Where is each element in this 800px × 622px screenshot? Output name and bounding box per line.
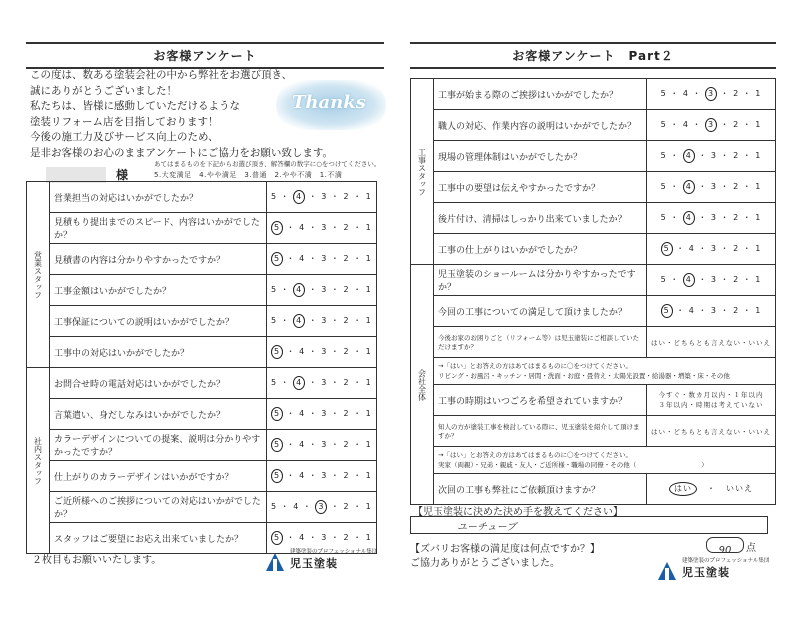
- separator: ・: [305, 533, 322, 542]
- separator: ・: [739, 213, 756, 222]
- separator: ・: [327, 533, 344, 542]
- rating-option-2[interactable]: 2: [343, 378, 350, 387]
- rating-option-4[interactable]: 4: [293, 502, 300, 511]
- rating-option-3[interactable]: 3: [321, 347, 328, 356]
- separator: ・: [327, 285, 344, 294]
- question-row: [411, 265, 776, 296]
- separator: ・: [283, 440, 300, 449]
- rating-option-3[interactable]: 3: [321, 223, 328, 232]
- rating-option-5[interactable]: 5: [660, 120, 667, 129]
- separator: ・: [305, 254, 322, 263]
- rating-option-5[interactable]: 5: [271, 378, 278, 387]
- options-note: [434, 358, 776, 385]
- separator: ・: [283, 254, 300, 263]
- separator: ・: [739, 89, 756, 98]
- logo-tagline: 建築塗装のプロフェッショナル集団: [290, 549, 378, 555]
- question-row: [411, 447, 776, 474]
- question-text: ご近所様へのご挨拶についての対応はいかがでしたか？: [50, 492, 267, 523]
- rating-option-5[interactable]: 5: [660, 151, 667, 160]
- rating-scale[interactable]: [267, 182, 377, 213]
- answer-options[interactable]: [647, 474, 776, 505]
- logo-mark-icon: [658, 562, 676, 580]
- rating-option-4[interactable]: 4: [299, 440, 306, 449]
- rating-option-4[interactable]: 4: [293, 314, 305, 328]
- rating-option-2[interactable]: 2: [343, 285, 350, 294]
- rating-option-5[interactable]: 5: [660, 89, 667, 98]
- rating-option-2[interactable]: 2: [733, 306, 740, 315]
- question-text: 見積書の内容は分かりやすかったですか？: [50, 244, 267, 275]
- rating-scale[interactable]: [267, 306, 377, 337]
- question-row: [411, 385, 776, 416]
- question-row: [411, 358, 776, 385]
- question-row: [27, 213, 377, 244]
- separator: ・: [717, 244, 734, 253]
- question-text: 工事中の対応はいかがでしたか？: [50, 337, 267, 368]
- question-row: [411, 416, 776, 447]
- separator: ・: [327, 347, 344, 356]
- separator: ・: [277, 285, 294, 294]
- logo-mark-icon: [266, 553, 284, 571]
- rating-option-5[interactable]: 5: [660, 182, 667, 191]
- question-text: 営業担当の対応はいかがでしたか？: [50, 182, 267, 213]
- question-row: [411, 79, 776, 110]
- separator: ・: [707, 484, 716, 493]
- separator: ・: [327, 440, 344, 449]
- answer-options[interactable]: はい・どちらとも言えない・いいえ: [647, 416, 776, 447]
- question-text: 仕上がりのカラーデザインはいかがですか？: [50, 461, 267, 492]
- separator: ・: [327, 378, 344, 387]
- rating-option-5[interactable]: 5: [660, 275, 667, 284]
- separator: ・: [277, 192, 294, 201]
- answer-options[interactable]: はい・どちらとも言えない・いいえ: [647, 327, 776, 358]
- separator: ・: [327, 471, 344, 480]
- separator: ・: [327, 192, 344, 201]
- separator: ・: [305, 316, 322, 325]
- rating-option-5[interactable]: 5: [271, 469, 283, 483]
- rating-scale[interactable]: [647, 110, 776, 141]
- rating-option-4[interactable]: 4: [682, 120, 689, 129]
- survey-page-1: [26, 42, 384, 570]
- question-text: 現場の管理体制はいかがでしたか？: [434, 141, 647, 172]
- separator: ・: [666, 89, 683, 98]
- separator: ・: [717, 151, 734, 160]
- rating-option-1[interactable]: 1: [365, 347, 372, 356]
- separator: ・: [327, 254, 344, 263]
- rating-option-4[interactable]: 4: [683, 180, 695, 194]
- survey-table-2: [410, 78, 776, 505]
- company-logo: [658, 556, 769, 580]
- separator: ・: [305, 471, 322, 480]
- rating-option-1[interactable]: 1: [365, 223, 372, 232]
- separator: ・: [327, 502, 344, 511]
- question-text: 工事金額はいかがでしたか？: [50, 275, 267, 306]
- rating-option-3[interactable]: 3: [321, 440, 328, 449]
- rating-scale[interactable]: [267, 430, 377, 461]
- deciding-box: [410, 507, 768, 534]
- deciding-answer: ユーチューブ: [457, 522, 517, 533]
- separator: ・: [283, 347, 300, 356]
- rating-scale[interactable]: [267, 492, 377, 523]
- rating-option-2[interactable]: 2: [343, 533, 350, 542]
- options-note: [434, 447, 776, 474]
- separator: ・: [739, 306, 756, 315]
- rating-option-3[interactable]: 3: [705, 87, 717, 101]
- rating-option-1[interactable]: 1: [755, 275, 762, 284]
- rating-option-4[interactable]: 4: [688, 306, 695, 315]
- question-row: [411, 327, 776, 358]
- rating-option-4[interactable]: 4: [682, 89, 689, 98]
- rating-scale[interactable]: [267, 399, 377, 430]
- separator: ・: [283, 533, 300, 542]
- survey-page-2: [410, 42, 776, 579]
- separator: ・: [305, 347, 322, 356]
- rating-option-2[interactable]: 2: [733, 151, 740, 160]
- rating-option-2[interactable]: 2: [343, 192, 350, 201]
- separator: ・: [349, 533, 366, 542]
- rating-scale[interactable]: [647, 79, 776, 110]
- rating-scale[interactable]: [647, 172, 776, 203]
- rating-option-4[interactable]: 4: [299, 223, 306, 232]
- separator: ・: [349, 409, 366, 418]
- refer-note: →「はい」とお答えの方はあてはまるものに〇をつけてください。: [438, 451, 632, 459]
- separator: ・: [694, 151, 711, 160]
- refer-list[interactable]: 実家（両親）・兄弟・親戚・友人・ご近所様・職場の同僚・その他（ ）: [438, 461, 708, 469]
- rating-option-1[interactable]: 1: [365, 378, 372, 387]
- separator: ・: [694, 213, 711, 222]
- separator: ・: [349, 316, 366, 325]
- question-text: 次回の工事も弊社にご依頼頂けますか？: [434, 474, 647, 505]
- rating-scale[interactable]: [647, 203, 776, 234]
- rating-scale[interactable]: [647, 265, 776, 296]
- question-row: [411, 141, 776, 172]
- rating-option-2[interactable]: 2: [733, 182, 740, 191]
- separator: ・: [717, 182, 734, 191]
- separator: ・: [349, 440, 366, 449]
- rating-option-4[interactable]: 4: [299, 347, 306, 356]
- rating-scale[interactable]: [647, 296, 776, 327]
- question-row: [27, 461, 377, 492]
- question-text: カラーデザインについての提案、説明は分かりやすかったですか？: [50, 430, 267, 461]
- separator: ・: [305, 223, 322, 232]
- separator: ・: [277, 316, 294, 325]
- rating-option-1[interactable]: 1: [365, 471, 372, 480]
- separator: ・: [349, 502, 366, 511]
- separator: ・: [694, 306, 711, 315]
- rating-option-5[interactable]: 5: [271, 438, 283, 452]
- separator: ・: [739, 275, 756, 284]
- rating-option-1[interactable]: 1: [755, 151, 762, 160]
- question-text: 知人の方が塗装工事を検討している際に、児玉塗装を紹介して頂けますか？: [434, 416, 647, 447]
- rating-option-1[interactable]: 1: [365, 533, 372, 542]
- thanks-text: Thanks: [292, 92, 366, 113]
- separator: ・: [305, 440, 322, 449]
- question-row: [27, 399, 377, 430]
- rating-option-5[interactable]: 5: [661, 304, 673, 318]
- group-label: 社内スタッフ: [27, 368, 50, 554]
- rating-option-4[interactable]: 4: [293, 376, 305, 390]
- separator: ・: [694, 244, 711, 253]
- question-text: 児玉塗装のショールームは分かりやすかったですか？: [434, 265, 647, 296]
- rating-scale[interactable]: [267, 244, 377, 275]
- score-unit: 点: [746, 543, 756, 554]
- question-text: 工事が始まる際のご挨拶はいかがでしたか？: [434, 79, 647, 110]
- survey-table-1: [26, 181, 377, 554]
- separator: ・: [666, 120, 683, 129]
- separator: ・: [305, 192, 322, 201]
- separator: ・: [349, 223, 366, 232]
- group-label: 営業スタッフ: [27, 182, 50, 368]
- separator: ・: [283, 409, 300, 418]
- rating-option-2[interactable]: 2: [343, 502, 350, 511]
- separator: ・: [349, 378, 366, 387]
- rating-option-3[interactable]: 3: [321, 316, 328, 325]
- rating-option-4[interactable]: 4: [683, 273, 695, 287]
- rating-option-5[interactable]: 5: [661, 242, 673, 256]
- rating-option-2[interactable]: 2: [343, 316, 350, 325]
- question-row: [411, 203, 776, 234]
- rating-option-1[interactable]: 1: [755, 213, 762, 222]
- question-text: 工事保証についての説明はいかがでしたか？: [50, 306, 267, 337]
- question-text: 工事の仕上がりはいかがでしたか？: [434, 234, 647, 265]
- rating-option-2[interactable]: 2: [733, 244, 740, 253]
- rating-option-2[interactable]: 2: [343, 409, 350, 418]
- separator: ・: [694, 275, 711, 284]
- rating-option-3[interactable]: 3: [710, 182, 717, 191]
- separator: ・: [299, 502, 316, 511]
- timing-opts-1[interactable]: 今すぐ・数カ月以内・１年以内: [658, 391, 764, 399]
- rating-option-3[interactable]: 3: [321, 192, 328, 201]
- rating-scale[interactable]: [267, 213, 377, 244]
- rating-scale[interactable]: [267, 337, 377, 368]
- question-row: [27, 244, 377, 275]
- rating-option-1[interactable]: 1: [755, 244, 762, 253]
- separator: ・: [717, 89, 734, 98]
- rating-option-3[interactable]: 3: [321, 254, 328, 263]
- question-row: [411, 296, 776, 327]
- question-row: [27, 337, 377, 368]
- rating-option-2[interactable]: 2: [343, 471, 350, 480]
- rating-option-1[interactable]: 1: [755, 120, 762, 129]
- rating-option-3[interactable]: 3: [710, 275, 717, 284]
- rating-scale[interactable]: [267, 275, 377, 306]
- question-row: [27, 275, 377, 306]
- rating-option-5[interactable]: 5: [271, 531, 283, 545]
- question-text: 後片付け、清掃はしっかり出来ていましたか？: [434, 203, 647, 234]
- separator: ・: [283, 471, 300, 480]
- timing-opts-2[interactable]: ３年以内・時期は考えていない: [658, 401, 764, 409]
- rating-option-2[interactable]: 2: [733, 213, 740, 222]
- rating-option-3[interactable]: 3: [321, 533, 328, 542]
- question-row: [411, 110, 776, 141]
- rating-option-1[interactable]: 1: [365, 192, 372, 201]
- group-label: 工事スタッフ: [411, 79, 434, 265]
- rating-option-4[interactable]: 4: [299, 409, 306, 418]
- rating-scale[interactable]: [647, 141, 776, 172]
- separator: ・: [327, 223, 344, 232]
- question-row: [411, 234, 776, 265]
- separator: ・: [739, 182, 756, 191]
- separator: ・: [349, 254, 366, 263]
- rating-option-4[interactable]: 4: [293, 283, 305, 297]
- rating-option-1[interactable]: 1: [365, 409, 372, 418]
- rating-option-1[interactable]: 1: [365, 502, 372, 511]
- yes-option[interactable]: はい: [669, 482, 697, 496]
- separator: ・: [739, 120, 756, 129]
- rating-option-4[interactable]: 4: [299, 471, 306, 480]
- rating-option-1[interactable]: 1: [755, 89, 762, 98]
- separator: ・: [277, 378, 294, 387]
- separator: ・: [717, 275, 734, 284]
- honorific: 様: [116, 168, 129, 182]
- question-row: [411, 172, 776, 203]
- question-text: 工事の時期はいつごろを希望されていますか？: [434, 385, 647, 416]
- question-text: 言葉遣い、身だしなみはいかがでしたか？: [50, 399, 267, 430]
- score-label: 【ズバリお客様の満足度は何点ですか？】: [410, 544, 600, 555]
- rating-option-2[interactable]: 2: [733, 120, 740, 129]
- rating-option-2[interactable]: 2: [343, 254, 350, 263]
- rating-option-5[interactable]: 5: [271, 502, 278, 511]
- rating-option-4[interactable]: 4: [683, 149, 695, 163]
- question-row: [27, 306, 377, 337]
- question-text: お問合せ時の電話対応はいかがでしたか？: [50, 368, 267, 399]
- rating-option-3[interactable]: 3: [321, 409, 328, 418]
- rating-option-1[interactable]: 1: [365, 316, 372, 325]
- rating-option-4[interactable]: 4: [688, 244, 695, 253]
- logo-brand: 児玉塗装: [682, 566, 730, 579]
- rating-legend: [154, 159, 380, 181]
- separator: ・: [349, 285, 366, 294]
- separator: ・: [694, 182, 711, 191]
- separator: ・: [739, 244, 756, 253]
- rating-option-3[interactable]: 3: [321, 285, 328, 294]
- rating-option-3[interactable]: 3: [710, 151, 717, 160]
- separator: ・: [283, 223, 300, 232]
- footer-note: ２枚目もお願いいたします。: [32, 555, 162, 566]
- rating-option-4[interactable]: 4: [299, 533, 306, 542]
- rating-option-2[interactable]: 2: [343, 440, 350, 449]
- separator: ・: [305, 378, 322, 387]
- separator: ・: [666, 213, 683, 222]
- rating-option-1[interactable]: 1: [755, 306, 762, 315]
- separator: ・: [672, 306, 689, 315]
- rating-option-1[interactable]: 1: [365, 285, 372, 294]
- consult-list[interactable]: リビング・お風呂・キッチン・居間・洗面・お庭・畳替え・太陽光設置・給湯器・増築・床・その他: [438, 372, 730, 380]
- question-text: 工事中の要望は伝えやすかったですか？: [434, 172, 647, 203]
- question-text: 職人の対応、作業内容の説明はいかがでしたか？: [434, 110, 647, 141]
- logo-brand: 児玉塗装: [290, 557, 338, 570]
- rating-option-5[interactable]: 5: [271, 252, 283, 266]
- separator: ・: [305, 285, 322, 294]
- rating-option-1[interactable]: 1: [365, 440, 372, 449]
- separator: ・: [327, 409, 344, 418]
- question-text: スタッフはご要望にお応え出来ていましたか？: [50, 523, 267, 554]
- rating-option-3[interactable]: 3: [710, 244, 717, 253]
- thanks-line: ご協力ありがとうございました。: [410, 558, 560, 569]
- question-text: 今回の工事についての満足して頂けましたか？: [434, 296, 647, 327]
- separator: ・: [349, 192, 366, 201]
- rating-option-2[interactable]: 2: [733, 89, 740, 98]
- rating-option-5[interactable]: 5: [271, 345, 283, 359]
- question-text: 見積もり提出までのスピード、内容はいかがでしたか？: [50, 213, 267, 244]
- rating-scale[interactable]: [267, 368, 377, 399]
- page-title: お客様アンケート Part２: [410, 42, 776, 69]
- separator: ・: [305, 409, 322, 418]
- separator: ・: [717, 213, 734, 222]
- rating-scale[interactable]: [267, 461, 377, 492]
- thanks-graphic: [276, 80, 386, 130]
- separator: ・: [277, 502, 294, 511]
- rating-option-3[interactable]: 3: [315, 500, 327, 514]
- logo-tagline: 建築塗装のプロフェッショナル集団: [682, 558, 770, 564]
- rating-option-2[interactable]: 2: [733, 275, 740, 284]
- rating-option-3[interactable]: 3: [321, 378, 328, 387]
- rating-option-3[interactable]: 3: [710, 306, 717, 315]
- question-row: [27, 182, 377, 213]
- rating-option-3[interactable]: 3: [321, 471, 328, 480]
- rating-option-2[interactable]: 2: [343, 347, 350, 356]
- separator: ・: [717, 306, 734, 315]
- legend-scale: 5.大変満足 4.やや満足 3.普通 2.やや不満 1.不満: [154, 171, 343, 179]
- no-option[interactable]: いいえ: [726, 484, 753, 493]
- intro-text: この度は、数ある塗装会社の中から弊社をお選び頂き、 誠にありがとうございました！ 私たちは、皆様に感動していただけるような 塗装リフォーム店を目指しております！ 今後の施工力及びサービス向上のため、 是非お客様のお心のままアンケートにご協力をお願い致します。: [30, 69, 334, 159]
- rating-option-4[interactable]: 4: [683, 211, 695, 225]
- deciding-label: 【児玉塗装に決めた決め手を教えてください】: [413, 507, 623, 518]
- rating-scale[interactable]: [647, 234, 776, 265]
- rating-option-1[interactable]: 1: [755, 182, 762, 191]
- separator: ・: [666, 182, 683, 191]
- rating-option-2[interactable]: 2: [343, 223, 350, 232]
- rating-option-5[interactable]: 5: [271, 221, 283, 235]
- rating-option-3[interactable]: 3: [705, 118, 717, 132]
- score-value: 90: [718, 545, 732, 556]
- question-row: [27, 430, 377, 461]
- separator: ・: [327, 316, 344, 325]
- rating-option-4[interactable]: 4: [293, 190, 305, 204]
- consult-note: →「はい」とお答えの方はあてはまるものに〇をつけてください。: [438, 362, 632, 370]
- question-row: [411, 474, 776, 505]
- rating-option-1[interactable]: 1: [365, 254, 372, 263]
- separator: ・: [666, 275, 683, 284]
- rating-option-5[interactable]: 5: [271, 316, 278, 325]
- rating-option-3[interactable]: 3: [710, 213, 717, 222]
- legend-note: あてはまるものを下記からお選び頂き、解答欄の数字に○をつけてください。: [154, 160, 381, 168]
- rating-option-5[interactable]: 5: [271, 192, 278, 201]
- question-text: 今後お家のお困りごと（リフォーム等）は児玉塗装にご相談していただけますか？: [434, 327, 647, 358]
- rating-option-5[interactable]: 5: [660, 213, 667, 222]
- separator: ・: [666, 151, 683, 160]
- separator: ・: [717, 120, 734, 129]
- separator: ・: [688, 89, 705, 98]
- rating-option-4[interactable]: 4: [299, 254, 306, 263]
- question-row: [27, 492, 377, 523]
- separator: ・: [688, 120, 705, 129]
- score-box: [706, 537, 744, 556]
- rating-option-5[interactable]: 5: [271, 407, 283, 421]
- group-label: 会社全体: [411, 265, 434, 505]
- separator: ・: [349, 471, 366, 480]
- answer-options[interactable]: [647, 385, 776, 416]
- company-logo: [266, 547, 377, 571]
- page-title: お客様アンケート: [26, 42, 384, 69]
- separator: ・: [349, 347, 366, 356]
- separator: ・: [672, 244, 689, 253]
- separator: ・: [739, 151, 756, 160]
- rating-option-5[interactable]: 5: [271, 285, 278, 294]
- question-row: [27, 368, 377, 399]
